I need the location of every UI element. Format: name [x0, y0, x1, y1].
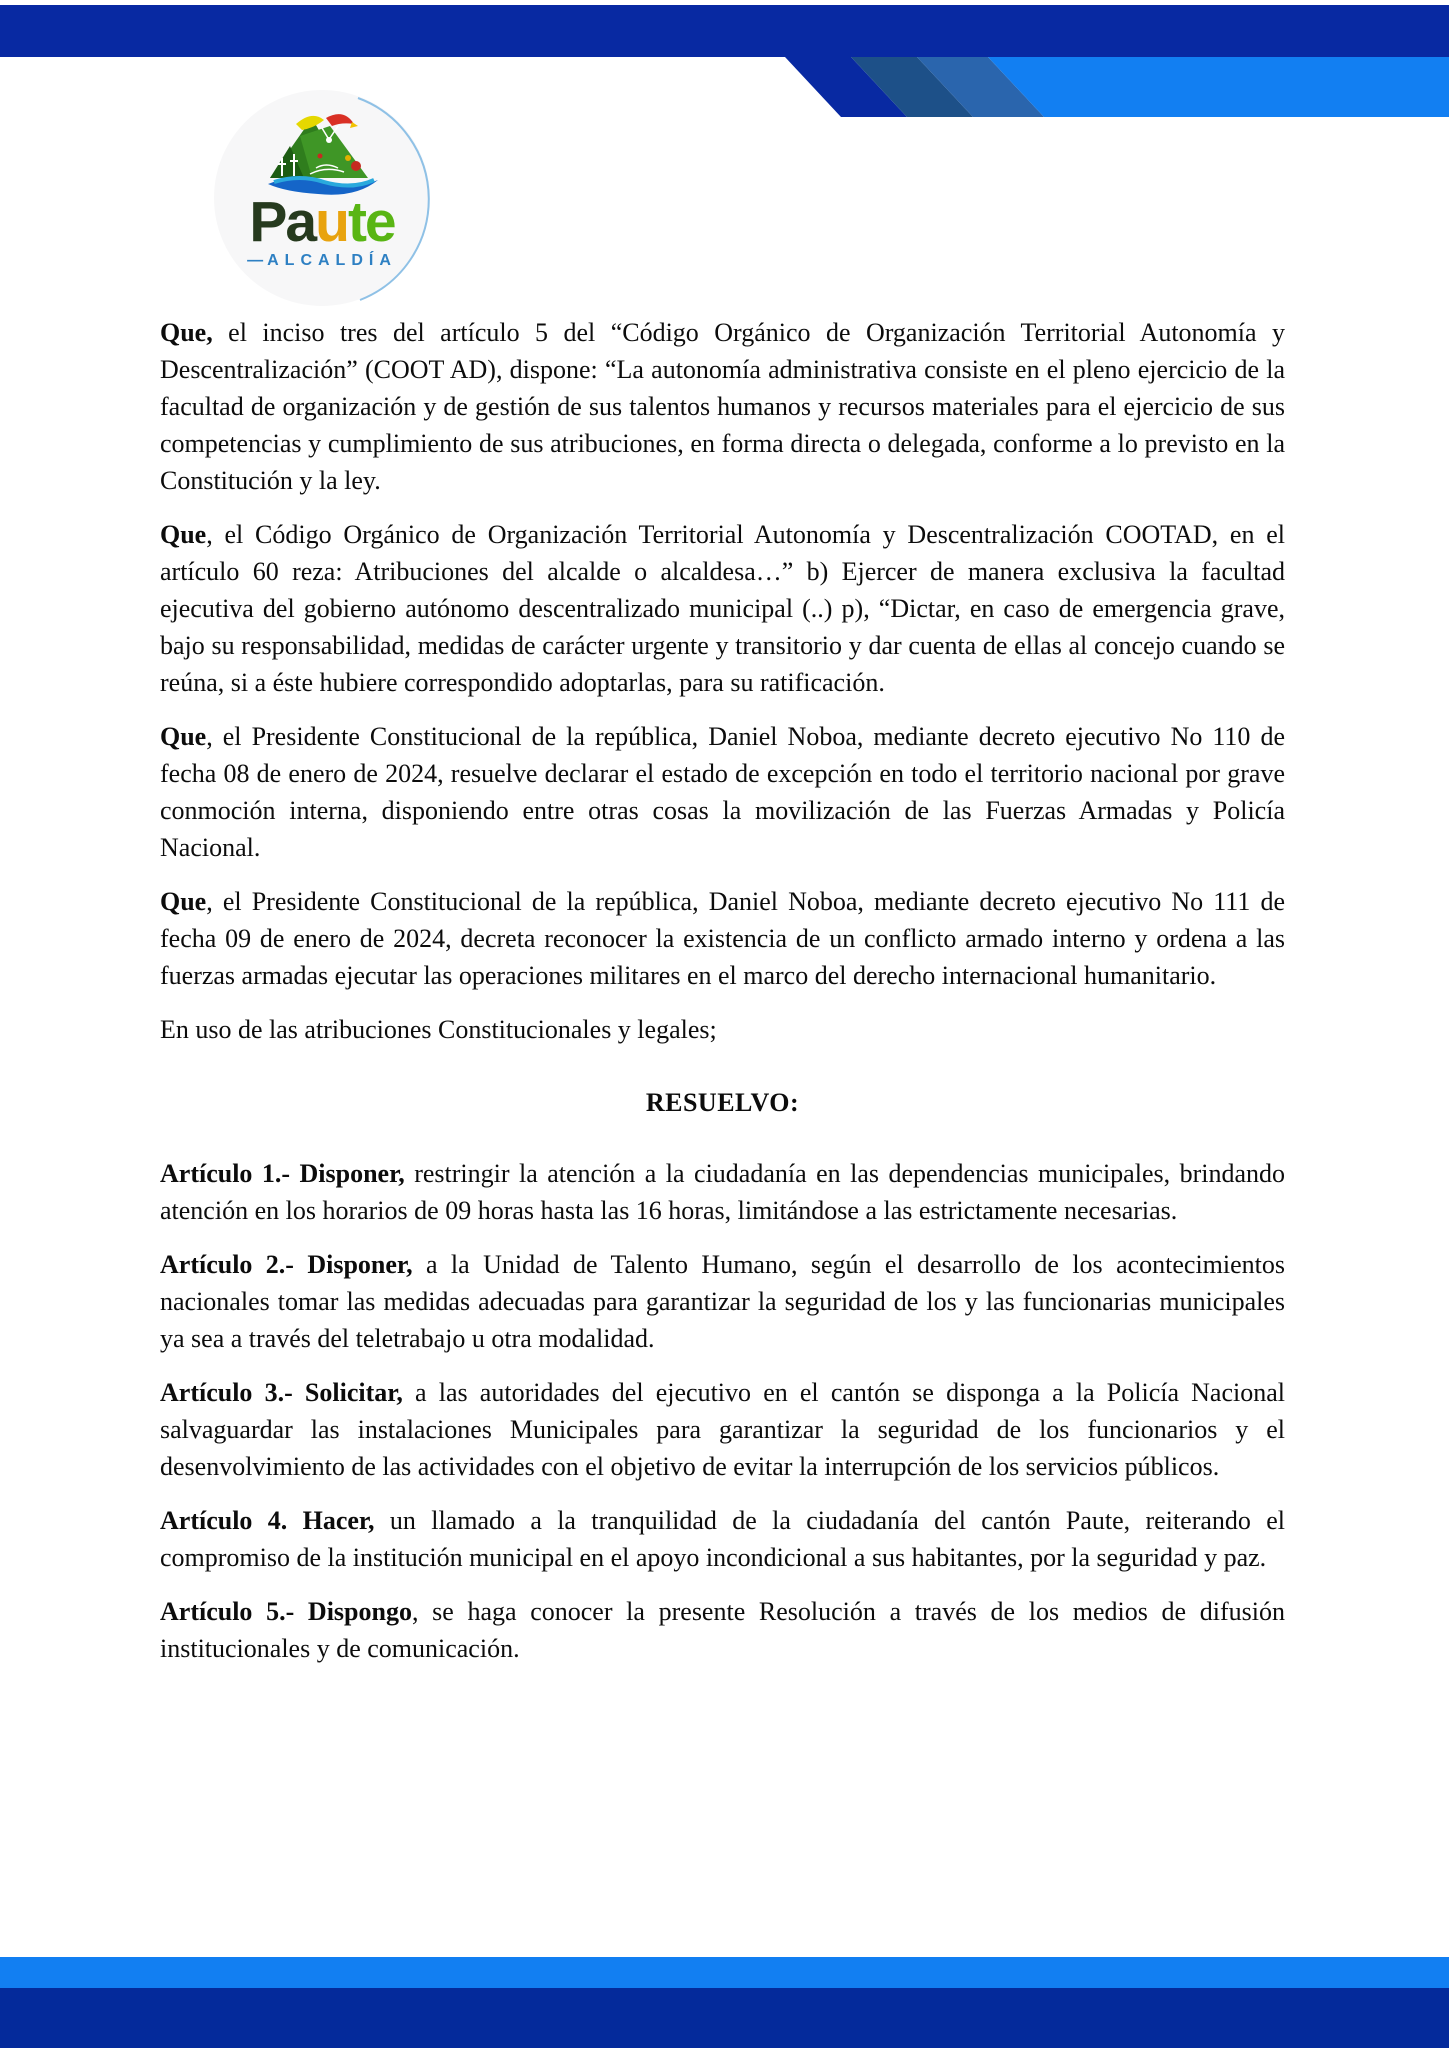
ribbon-stripe-bright [988, 57, 1449, 117]
paragraph-lead: Artículo 3.- Solicitar, [160, 1378, 403, 1407]
bottom-bar-dark [0, 1988, 1449, 2048]
paute-logo [214, 90, 430, 306]
paragraph: En uso de las atribuciones Constitucionales y legales; [160, 1015, 717, 1044]
resuelvo-heading: RESUELVO: [645, 1088, 800, 1117]
brand-segment: te [347, 190, 395, 254]
paragraph-lead: Artículo 4. Hacer, [160, 1506, 375, 1535]
paragraph: Que, el Presidente Constitucional de la república, Daniel Noboa, mediante decreto ejecutivo No 111 de fecha 09 de enero de 2024, decreta reconocer la existencia de un conflicto armado interno y ordena a las fuerzas armadas ejecutar las operaciones militares en el marco del derecho internacional humanitario. [160, 887, 1285, 990]
document-body [160, 314, 1285, 1684]
paragraph: Que, el Presidente Constitucional de la república, Daniel Noboa, mediante decreto ejecutivo No 110 de fecha 08 de enero de 2024, resuelve declarar el estado de excepción en todo el territorio nacional por grave conmoción interna, disponiendo entre otras cosas la movilización de las Fuerzas Armadas y Policía Nacional. [160, 722, 1285, 862]
paragraph: Artículo 4. Hacer, un llamado a la tranquilidad de la ciudadanía del cantón Paute, reiterando el compromiso de la institución municipal en el apoyo incondicional a sus habitantes, por la seguridad y paz. [160, 1506, 1286, 1572]
paragraph: Que, el Código Orgánico de Organización Territorial Autonomía y Descentralización COOTAD, en el artículo 60 reza: Atribuciones del alcalde o alcaldesa…” b) Ejercer de manera exclusiva la facultad ejecutiva del gobierno autónomo descentralizado municipal (..) p), “Dictar, en caso de emergencia grave, bajo su responsabilidad, medidas de carácter urgente y transitorio y dar cuenta de ellas al concejo cuando se reúna, si a éste hubiere correspondido adoptarlas, para su ratificación. [160, 520, 1285, 697]
paragraph-lead: Artículo 5.- Dispongo [160, 1597, 412, 1626]
paragraph: Artículo 5.- Dispongo, se haga conocer la presente Resolución a través de los medios de difusión institucionales y de comunicación. [160, 1597, 1285, 1663]
brand-segment: u [315, 190, 348, 254]
brand-wordmark [214, 190, 430, 254]
paragraph: Artículo 3.- Solicitar, a las autoridades del ejecutivo en el cantón se disponga a la Policía Nacional salvaguardar las instalaciones Municipales para garantizar la seguridad de los funcionarios y el desenvolvimiento de las actividades con el objetivo de evitar la interrupción de los servicios públicos. [160, 1378, 1285, 1481]
paragraph-lead: Que [160, 887, 207, 916]
brand-segment: Pa [249, 190, 316, 254]
brand-subtitle [214, 252, 430, 270]
top-bar [0, 5, 1449, 57]
paragraph-lead: Que [160, 722, 207, 751]
paragraph-lead: Que [160, 520, 207, 549]
subtitle-dash: — [247, 252, 264, 269]
paragraph-lead: Artículo 1.- Disponer, [160, 1159, 405, 1188]
paragraph: Que, el inciso tres del artículo 5 del “Código Orgánico de Organización Territorial Autonomía y Descentralización” (COOT AD), dispone: “La autonomía administrativa consiste en el pleno ejercicio de la facultad de organización y de gestión de sus talentos humanos y recursos materiales para el ejercicio de sus competencias y cumplimiento de sus atribuciones, en forma directa o delegada, conforme a lo previsto en la Constitución y la ley. [160, 318, 1285, 495]
paragraph-lead: Artículo 2.- Disponer, [160, 1250, 413, 1279]
paragraph-lead: Que, [160, 318, 213, 347]
subtitle-text: ALCALDÍA [267, 252, 397, 269]
paragraph: Artículo 2.- Disponer, a la Unidad de Talento Humano, según el desarrollo de los acontecimientos nacionales tomar las medidas adecuadas para garantizar la seguridad de los y las funcionarias municipales ya sea a través del teletrabajo u otra modalidad. [160, 1250, 1286, 1353]
paragraph: Artículo 1.- Disponer, restringir la atención a la ciudadanía en las dependencias municipales, brindando atención en los horarios de 09 horas hasta las 16 horas, limitándose a las estrictamente necesarias. [160, 1159, 1285, 1225]
paute-mountain-icon [260, 106, 386, 202]
bottom-bar-light [0, 1957, 1449, 1988]
